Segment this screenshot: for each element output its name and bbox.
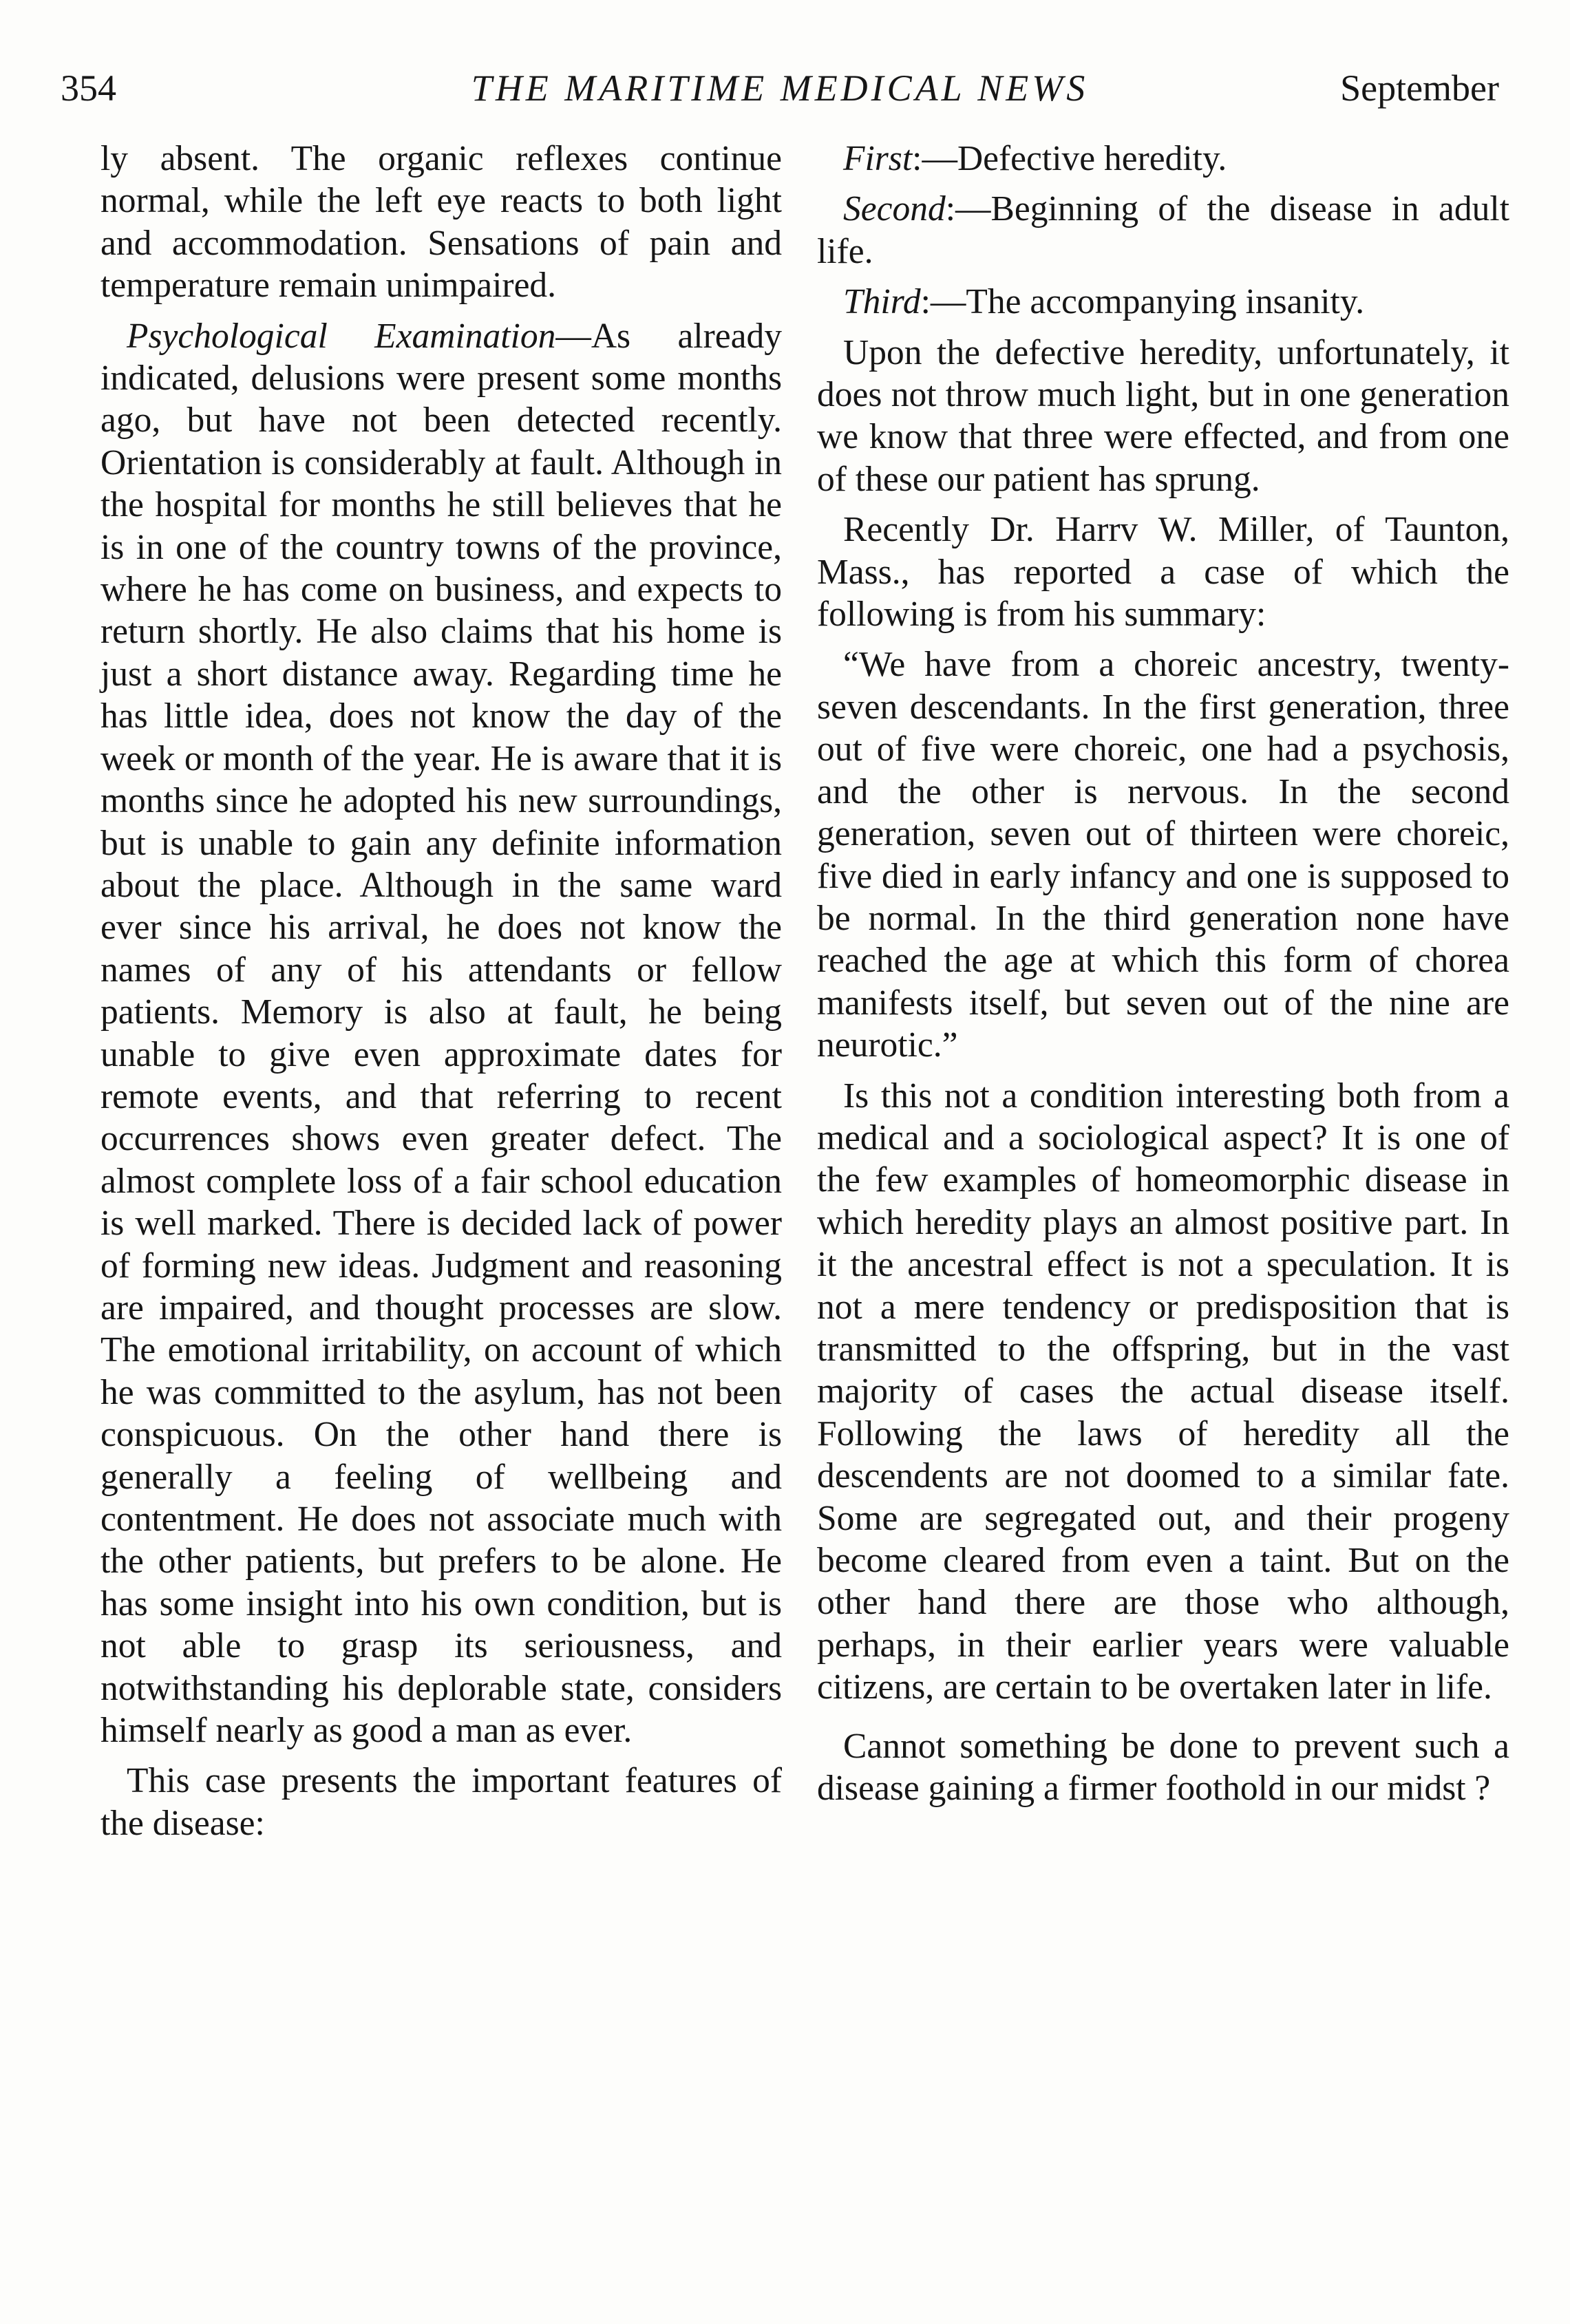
paragraph-condition: Is this not a condition interesting both from a medical and a sociological aspect? It is one of the few examples of homeomorphic disease in which heredity plays an almost positive part. In it the ancestral effect is not a speculation. It is not a mere tendency or predisposition that is transmitted to the offspring, but in the vast majority of cases the actual disease itself. Following the laws of heredity all the descendents are not doomed to a similar fate. Some are segregated out, and their progeny become cleared from even a taint. But on the other hand there are those who although, perhaps, in their earlier years were valuable citizens, are certain to be overtaken later in life. (817, 1076, 1509, 1707)
paragraph-heredity: Upon the defective heredity, unfortunately, it does not throw much light, but in one generation we know that three were effected, and from one of these our patient has sprung. (817, 332, 1509, 499)
list-label-third: Third (843, 282, 921, 322)
paragraph-miller-report: Recently Dr. Harrv W. Miller, of Taunton, Mass., has reported a case of which the following is from his summary: (817, 510, 1509, 635)
list-item-first (817, 138, 1509, 180)
list-label-second: Second (843, 189, 946, 229)
issue-month: September (1340, 67, 1499, 109)
page-number: 354 (61, 67, 116, 109)
paragraph-reflexes: ly absent. The organic reflexes continue normal, while the left eye reacts to both light and accommodation. Sensations of pain and temperature remain unimpaired. (100, 139, 782, 306)
left-column (100, 138, 782, 1844)
running-head (61, 61, 1499, 116)
list-label-first: First (843, 139, 913, 178)
list-item-third (817, 281, 1509, 323)
list-text-first: :—Defective heredity. (912, 139, 1227, 178)
list-text-third: :—The accompanying insanity. (920, 282, 1365, 322)
paragraph-features-intro: This case presents the important features of the disease: (100, 1761, 782, 1843)
list-text-second: :—Beginning of the disease in adult life. (817, 189, 1509, 271)
section-label-psychological-examination: Psychological Examination (127, 316, 556, 356)
quotation-miller-summary: “We have from a choreic ancestry, twenty-seven descendants. In the first generation, three out of five were choreic, one had a psychosis, and the other is nervous. In the second generation, seven out of thirteen were choreic, five died in early infancy and one is supposed to be normal. In the third generation none have reached the age at which this form of chorea manifests itself, but seven out of the nine are neurotic.” (817, 645, 1509, 1065)
list-item-second (817, 188, 1509, 273)
paragraph-closing-question: Cannot something be done to prevent such a disease gaining a firmer foothold in our midst ? (817, 1726, 1509, 1809)
journal-title: THE MARITIME MEDICAL NEWS (471, 67, 1089, 109)
psychological-examination-text: —As already indicated, delusions were present some months ago, but have not been detected recently. Orientation is considerably at fault. Although in the hospital for months he still believes that he is in one of the country towns of the province, where he has come on business, and expects to return shortly. He also claims that his home is just a short distance away. Regarding time he has little idea, does not know the day of the week or month of the year. He is aware that it is months since he adopted his new surroundings, but is unable to gain any definite information about the place. Although in the same ward ever since his arrival, he does not know the names of any of his attendants or fellow patients. Memory is also at fault, he being unable to give even approximate dates for remote events, and that referring to recent occurrences shows even greater defect. The almost complete loss of a fair school education is well marked. There is decided lack of power of forming new ideas. Judgment and reasoning are impaired, and thought processes are slow. The emotional irritability, on account of which he was committed to the asylum, has not been conspicuous. On the other hand there is generally a feeling of wellbeing and contentment. He does not associate much with the other patients, but prefers to be alone. He has some insight into his own condition, but is not able to grasp its seriousness, and notwithstanding his deplorable state, considers himself nearly as good a man as ever. (100, 316, 782, 1751)
right-column (817, 138, 1509, 1809)
paragraph-psychological-examination (100, 315, 782, 1752)
